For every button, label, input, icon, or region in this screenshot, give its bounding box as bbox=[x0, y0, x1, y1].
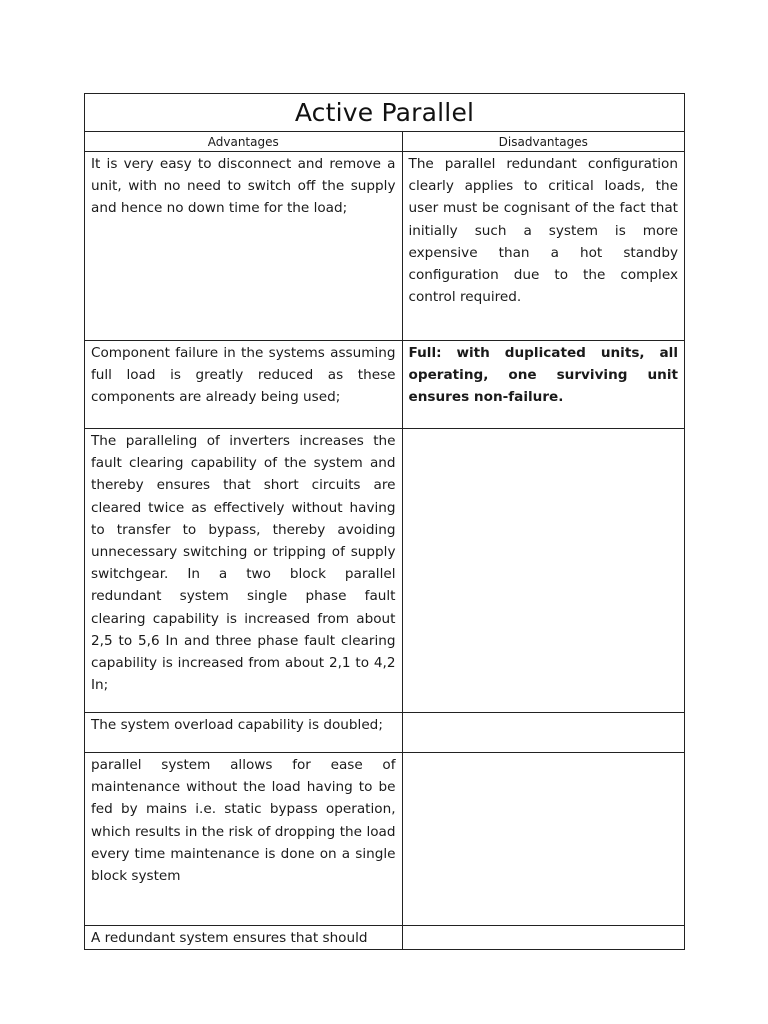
advantage-text: parallel system allows for ease of maintenance without the load having to be fed by mains i.e. static bypass operation, which results in the risk of dropping the load every time maintenance is done on a single block system bbox=[91, 757, 396, 885]
advantage-cell bbox=[85, 713, 403, 753]
disadvantage-text: The parallel redundant configuration clearly applies to critical loads, the user must be cognisant of the fact that initially such a system is more expensive than a hot standby configuration due to the complex control required. bbox=[408, 156, 678, 306]
disadvantage-cell bbox=[402, 341, 684, 429]
advantage-text: A redundant system ensures that should bbox=[91, 930, 368, 946]
table-row bbox=[85, 753, 685, 926]
advantage-cell bbox=[85, 152, 403, 341]
table-row bbox=[85, 429, 685, 713]
table-row bbox=[85, 341, 685, 429]
disadvantage-text bbox=[409, 926, 678, 927]
disadvantage-cell bbox=[402, 926, 684, 950]
disadvantage-text bbox=[409, 753, 678, 754]
advantage-cell bbox=[85, 753, 403, 926]
table-row bbox=[85, 926, 685, 950]
advantage-text: It is very easy to disconnect and remove a unit, with no need to switch off the supply and hence no down time for the load; bbox=[91, 156, 396, 217]
disadvantage-cell bbox=[402, 152, 684, 341]
disadvantage-text bbox=[409, 713, 678, 714]
comparison-table bbox=[84, 93, 685, 950]
header-disadvantages: Disadvantages bbox=[402, 132, 684, 152]
disadvantage-cell bbox=[402, 713, 684, 753]
advantage-text: Component failure in the systems assuming full load is greatly reduced as these components are already being used; bbox=[91, 345, 396, 406]
header-advantages: Advantages bbox=[85, 132, 403, 152]
advantage-cell bbox=[85, 926, 403, 950]
advantage-text: The paralleling of inverters increases the fault clearing capability of the system and thereby ensures that short circuits are cleared twice as effectively without having to transfer to bypass, thereby avoiding unnecessary switching or tripping of supply switchgear. In a two block parallel redundant system single phase fault clearing capability is increased from about 2,5 to 5,6 In and three phase fault clearing capability is increased from about 2,1 to 4,2 In; bbox=[91, 433, 396, 694]
advantage-cell bbox=[85, 429, 403, 713]
advantage-cell bbox=[85, 341, 403, 429]
disadvantage-text: Full: with duplicated units, all operating, one surviving unit ensures non-failure. bbox=[408, 345, 678, 406]
disadvantage-cell bbox=[402, 753, 684, 926]
advantage-text: The system overload capability is doubled; bbox=[91, 717, 383, 733]
table-row bbox=[85, 152, 685, 341]
disadvantage-text bbox=[409, 429, 678, 430]
table-row bbox=[85, 713, 685, 753]
disadvantage-cell bbox=[402, 429, 684, 713]
table-title: Active Parallel bbox=[85, 94, 685, 132]
